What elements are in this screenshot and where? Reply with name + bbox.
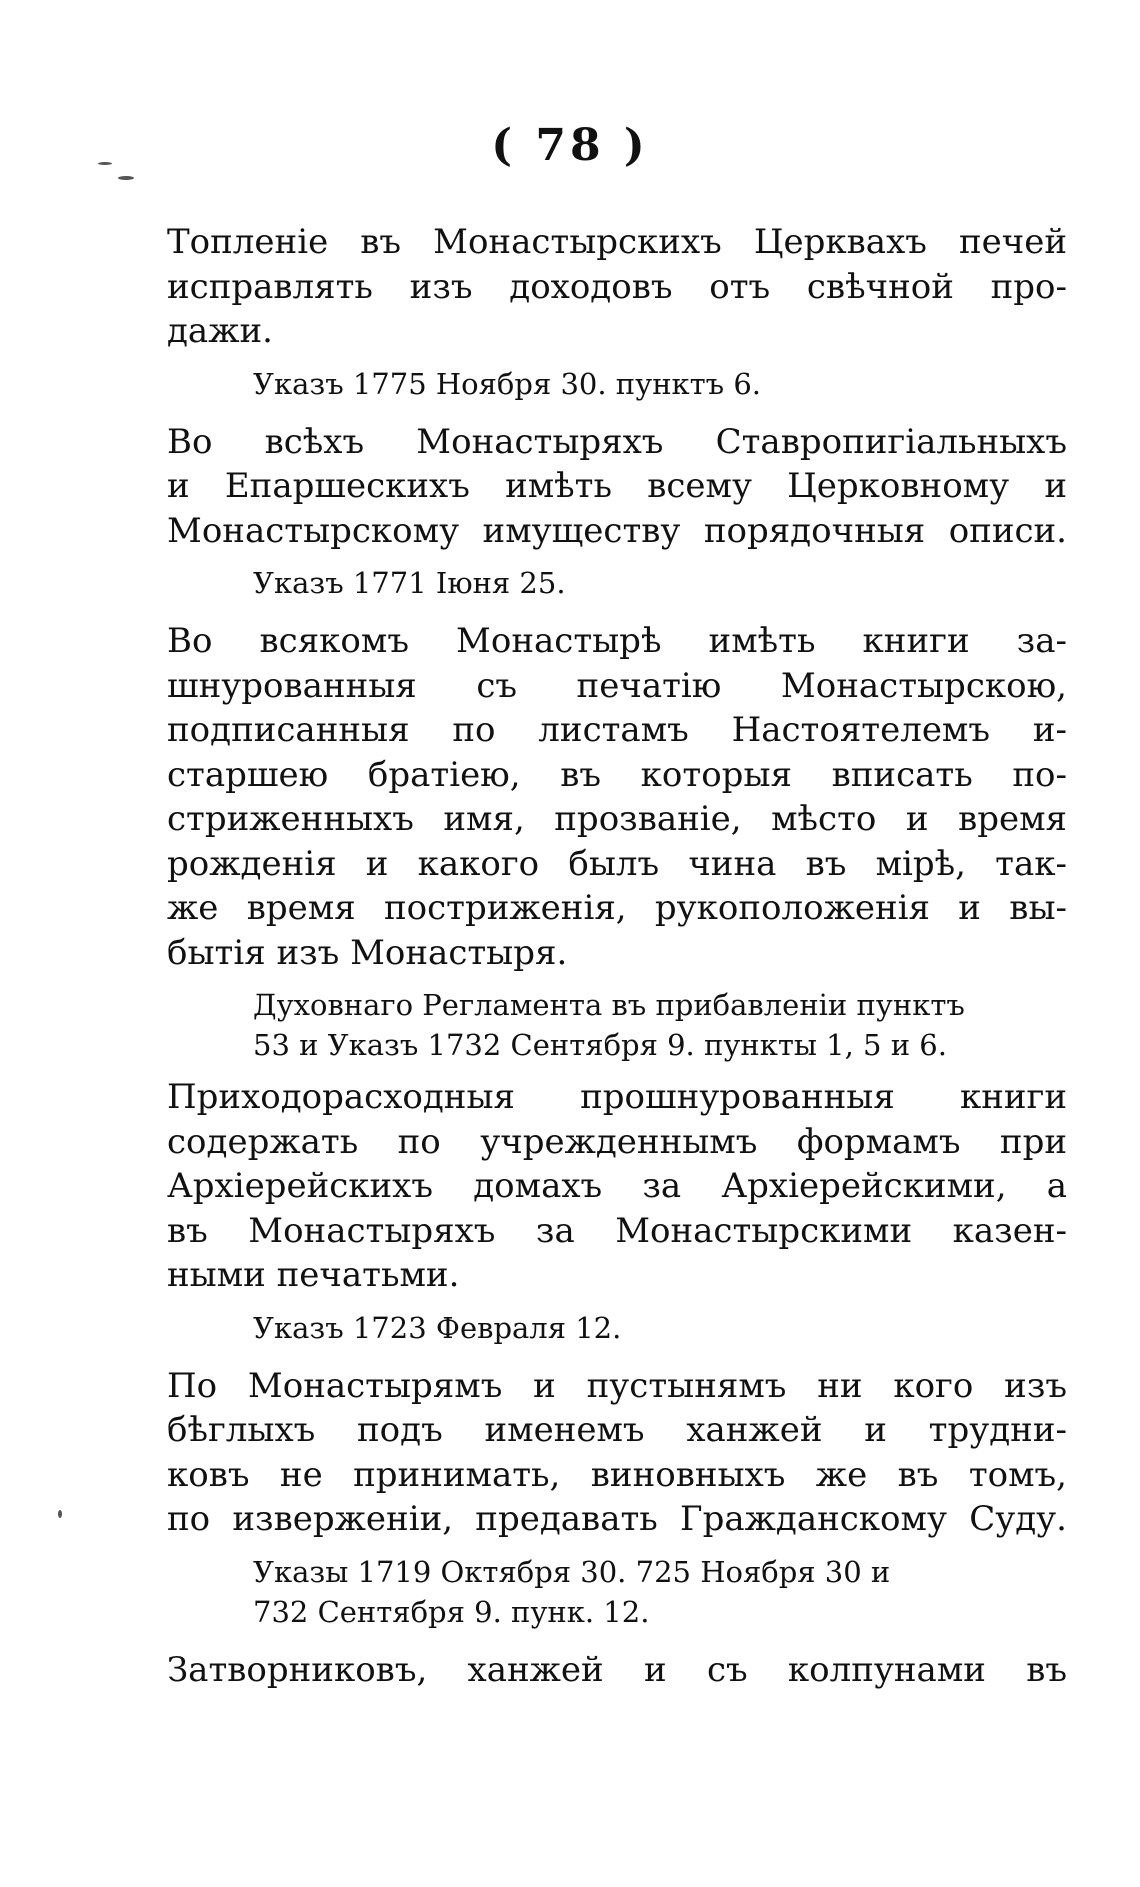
reference-line: Указъ 1775 Ноября 30. пунктъ 6. xyxy=(253,366,762,401)
page-body xyxy=(167,220,1067,1692)
text-line: Приходорасходныя прошнурованныя книги xyxy=(167,1077,1067,1117)
text-line: стриженныхъ имя, прозваніе, мѣсто и время xyxy=(167,799,1067,839)
paragraph-fugitives xyxy=(167,1364,1067,1542)
text-line: по изверженіи, предавать Гражданскому Суду. xyxy=(167,1499,1067,1539)
text-line: бытія изъ Монастыря. xyxy=(167,932,568,973)
decree-reference xyxy=(167,364,1067,404)
reference-line: Указы 1719 Октября 30. 725 Ноября 30 и xyxy=(253,1554,891,1589)
text-line: и Епаршескихъ имѣть всему Церковному и xyxy=(167,466,1067,506)
text-line: бѣглыхъ подъ именемъ ханжей и трудни- xyxy=(167,1410,1067,1450)
text-line: рожденія и какого былъ чина въ мірѣ, так- xyxy=(167,843,1067,884)
reference-line: Указъ 1771 Іюня 25. xyxy=(253,566,566,600)
page-number: ( 78 ) xyxy=(491,120,649,171)
print-speck xyxy=(58,1510,62,1518)
text-line: Топленіе въ Монастырскихъ Церквахъ печей xyxy=(167,222,1067,262)
text-line: въ Монастыряхъ за Монастырскими казен- xyxy=(167,1210,1067,1251)
text-line: Затворниковъ, ханжей и съ колпунами въ xyxy=(167,1649,1067,1690)
text-line: старшею братіею, въ которыя вписать по- xyxy=(167,754,1067,795)
paragraph-heating xyxy=(167,220,1067,354)
paragraph-recluses xyxy=(167,1648,1067,1693)
text-line: Архіерейскихъ домахъ за Архіерейскими, а xyxy=(167,1166,1067,1206)
decree-reference xyxy=(167,1308,1067,1348)
text-line: По Монастырямъ и пустынямъ ни кого изъ xyxy=(167,1365,1067,1406)
text-line: шнурованныя съ печатію Монастырскою, xyxy=(167,665,1067,706)
text-line: дажи. xyxy=(167,311,273,351)
print-speck xyxy=(98,162,112,165)
regulation-reference xyxy=(167,985,1067,1065)
paragraph-inventories xyxy=(167,420,1067,554)
reference-line: 53 и Указъ 1732 Сентября 9. пункты 1, 5 и 6. xyxy=(253,1028,947,1062)
text-line: Во всѣхъ Монастыряхъ Ставропигіальныхъ xyxy=(167,421,1067,462)
paragraph-registers xyxy=(167,619,1067,975)
text-line: Монастырскому имуществу порядочныя описи. xyxy=(167,510,1067,551)
paragraph-account-books xyxy=(167,1075,1067,1298)
print-speck xyxy=(118,176,134,180)
decree-reference xyxy=(167,563,1067,603)
reference-line: 732 Сентября 9. пунк. 12. xyxy=(253,1594,650,1629)
reference-line: Указъ 1723 Февраля 12. xyxy=(253,1310,622,1345)
reference-line: Духовнаго Регламента въ прибавленіи пунктъ xyxy=(253,988,965,1022)
text-line: же время постриженія, рукоположенія и вы- xyxy=(167,888,1067,928)
text-line: исправлять изъ доходовъ отъ свѣчной про- xyxy=(167,266,1067,307)
text-line: ными печатьми. xyxy=(167,1255,460,1295)
text-line: Во всякомъ Монастырѣ имѣть книги за- xyxy=(167,621,1067,661)
text-line: содержать по учрежденнымъ формамъ при xyxy=(167,1121,1067,1162)
decrees-reference xyxy=(167,1552,1067,1632)
text-line: подписанныя по листамъ Настоятелемъ и- xyxy=(167,710,1067,750)
text-line: ковъ не принимать, виновныхъ же въ томъ, xyxy=(167,1454,1067,1495)
